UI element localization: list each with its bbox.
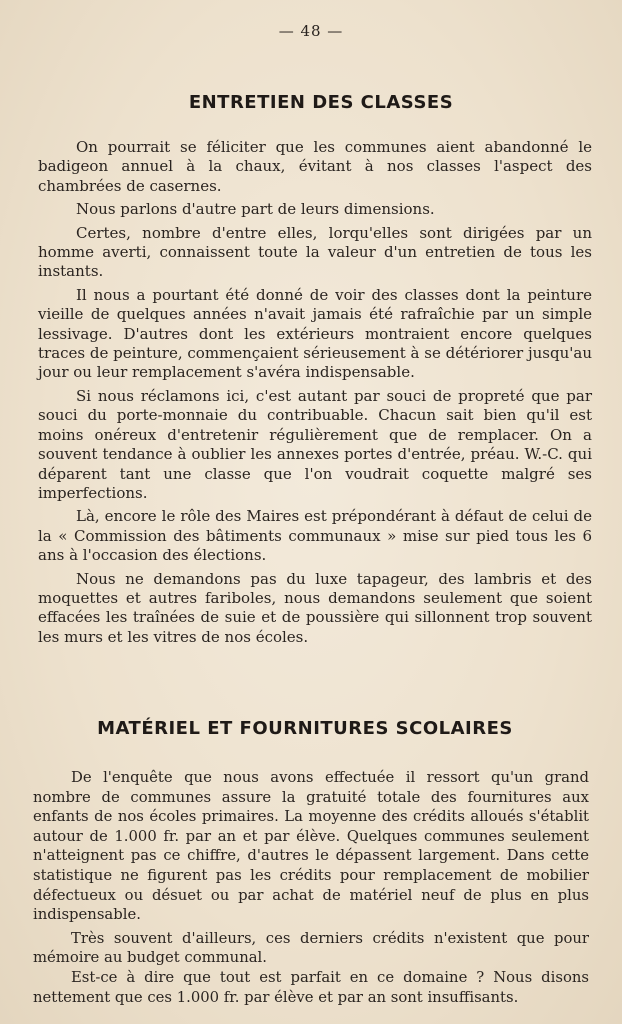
paragraph: Très souvent d'ailleurs, ces derniers crédits n'existent que pour mémoire au budget communal. <box>33 929 589 967</box>
section-materiel-body <box>33 768 589 1011</box>
paragraph: Certes, nombre d'entre elles, lorqu'elles sont dirigées par un homme averti, connaissent toute la valeur d'un entretien de tous les instants. <box>38 223 592 281</box>
paragraph: On pourrait se féliciter que les communes aient abandonné le badigeon annuel à la chaux, évitant à nos classes l'aspect des chambrées de casernes. <box>38 138 592 195</box>
paragraph: De l'enquête que nous avons effectuée il ressort qu'un grand nombre de communes assure la gratuité totale des fournitures aux enfants de nos écoles primaires. La moyenne des crédits alloués s'établit autour de 1.000 fr. par an et par élève. Quelques communes seulement n'atteignent pas ce chiffre, d'autres le dépassent largement. Dans cette statistique ne figurent pas les crédits pour remplacement de mobilier défectueux ou désuet ou par achat de matériel neuf de plus en plus indispensable. <box>33 769 589 924</box>
section-entretien-body <box>38 138 592 651</box>
paragraph: Il nous a pourtant été donné de voir des classes dont la peinture vieille de quelques années n'avait jamais été rafraîchie par un simple lessivage. D'autres dont les extérieurs montraient encore quelques traces de peinture, commençaient sérieusement à se détériorer jusqu'au jour ou leur remplacement s'avéra indispensable. <box>38 285 592 382</box>
paragraph: Nous ne demandons pas du luxe tapageur, des lambris et des moquettes et autres fariboles, nous demandons seulement que soient effacées les traînées de suie et de poussière qui sillonnent trop souvent les murs et les vitres de nos écoles. <box>38 569 592 646</box>
paragraph: Là, encore le rôle des Maires est prépondérant à défaut de celui de la « Commission des bâtiments communaux » mise sur pied tous les 6 ans à l'occasion des élections. <box>38 507 592 565</box>
section-title-materiel: MATÉRIEL ET FOURNITURES SCOLAIRES <box>97 718 513 739</box>
page-number: — 48 — <box>278 22 344 40</box>
section-title-entretien: ENTRETIEN DES CLASSES <box>188 92 454 113</box>
paragraph: Est-ce à dire que tout est parfait en ce domaine ? Nous disons nettement que ces 1.000 fr. par élève et par an sont insuffisants. <box>33 968 589 1006</box>
paragraph: Nous parlons d'autre part de leurs dimensions. <box>76 200 435 219</box>
paragraph: Si nous réclamons ici, c'est autant par souci de propreté que par souci du porte-monnaie du contribuable. Chacun sait bien qu'il est moins onéreux d'entretenir régulièrement que de remplacer. On a souvent tendance à oublier les annexes portes d'entrée, préau. W.-C. qui déparent tant une classe que l'on voudrait coquette malgré ses imperfections. <box>38 386 592 502</box>
